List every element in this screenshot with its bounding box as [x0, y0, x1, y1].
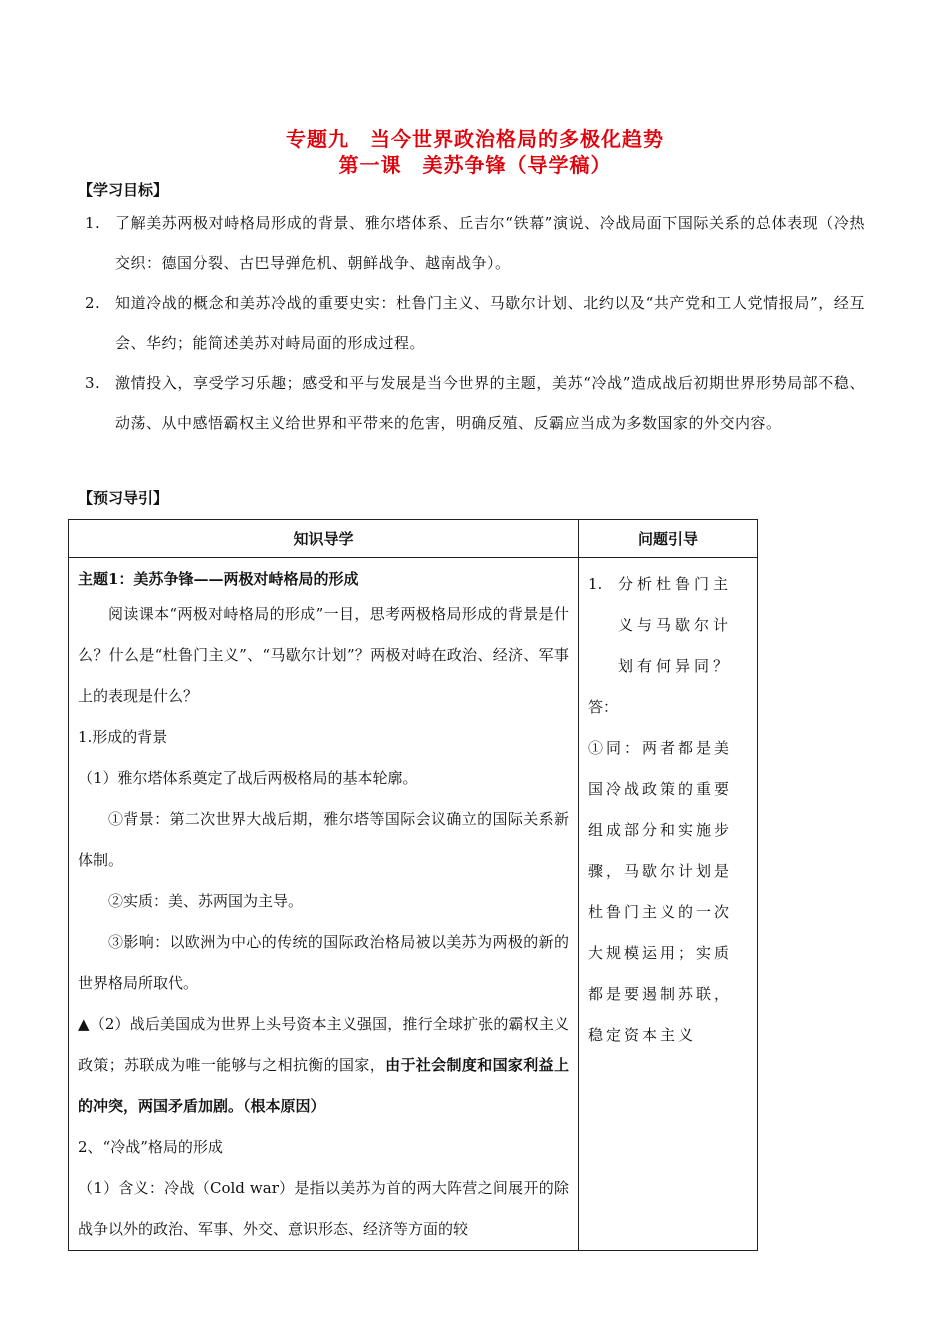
question-number: 1. — [588, 575, 603, 593]
goal-number: 3. — [85, 374, 101, 392]
study-guide-table — [68, 519, 758, 1251]
question-item — [588, 564, 749, 687]
cold-war-meaning: （1）含义：冷战（Cold war）是指以美苏为首的两大阵营之间展开的除战争以外的政治、军事、外交、意识形态、经济等方面的较 — [78, 1179, 569, 1238]
table-header-row — [69, 520, 758, 558]
goal-text: 激情投入，享受学习乐趣；感受和平与发展是当今世界的主题，美苏“冷战”造成战后初期世界形势局部不稳、动荡、从中感悟霸权主义给世界和平带来的危害，明确反殖、反霸应当成为多数国家的外交内容。 — [115, 374, 865, 432]
goal-item — [85, 363, 865, 443]
answer-text: ①同：两者都是美国冷战政策的重要组成部分和实施步骤，马歇尔计划是杜鲁门主义的一次大规模运用；实质都是要遏制苏联，稳定资本主义 — [588, 739, 733, 1044]
point-two — [78, 1004, 569, 1127]
answer-label: 答： — [588, 698, 619, 716]
goal-item — [85, 203, 865, 283]
point-two-emphasis: 由于社会制度和国家利益上的冲突，两国矛盾加剧。（根本原因） — [78, 1056, 569, 1115]
yalta-point: （1）雅尔塔体系奠定了战后两极格局的基本轮廓。 — [78, 769, 418, 787]
lesson-title: 第一课 美苏争锋（导学稿） — [338, 153, 612, 177]
knowledge-cell — [69, 558, 579, 1251]
section-heading-preview: 【预习导引】 — [78, 489, 169, 507]
goal-number: 1. — [85, 214, 101, 232]
section-heading-goals: 【学习目标】 — [78, 181, 169, 199]
table-body-row — [69, 558, 758, 1251]
background-heading: 1.形成的背景 — [78, 728, 168, 746]
header-knowledge: 知识导学 — [69, 520, 579, 558]
goal-item — [85, 283, 865, 363]
header-questions: 问题引导 — [579, 520, 758, 558]
goals-list — [85, 203, 865, 443]
document-title: 专题九 当今世界政治格局的多极化趋势 — [286, 127, 664, 151]
goal-number: 2. — [85, 294, 101, 312]
point-two-text: ▲（2）战后美国成为世界上头号资本主义强国，推行全球扩张的霸权主义政策；苏联成为唯一能够与之相抗衡的国家， — [78, 1015, 569, 1074]
cold-war-heading: 2、“冷战”格局的形成 — [78, 1138, 223, 1156]
question-cell — [579, 558, 758, 1251]
yalta-essence: ②实质：美、苏两国为主导。 — [108, 892, 304, 910]
yalta-background: ①背景：第二次世界大战后期，雅尔塔等国际会议确立的国际关系新体制。 — [78, 810, 569, 869]
intro-paragraph: 阅读课本“两极对峙格局的形成”一目，思考两极格局形成的背景是什么？什么是“杜鲁门主义”、“马歇尔计划”？两极对峙在政治、经济、军事上的表现是什么？ — [78, 605, 569, 705]
goal-text: 了解美苏两极对峙格局形成的背景、雅尔塔体系、丘吉尔“铁幕”演说、冷战局面下国际关系的总体表现（冷热交织：德国分裂、古巴导弹危机、朝鲜战争、越南战争）。 — [115, 214, 865, 272]
topic-heading: 主题1：美苏争锋——两极对峙格局的形成 — [78, 570, 359, 588]
question-text: 分析杜鲁门主义与马歇尔计划有何异同？ — [618, 575, 733, 675]
goal-text: 知道冷战的概念和美苏冷战的重要史实：杜鲁门主义、马歇尔计划、北约以及“共产党和工人党情报局”，经互会、华约；能简述美苏对峙局面的形成过程。 — [115, 294, 865, 352]
yalta-impact: ③影响：以欧洲为中心的传统的国际政治格局被以美苏为两极的新的世界格局所取代。 — [78, 933, 569, 992]
